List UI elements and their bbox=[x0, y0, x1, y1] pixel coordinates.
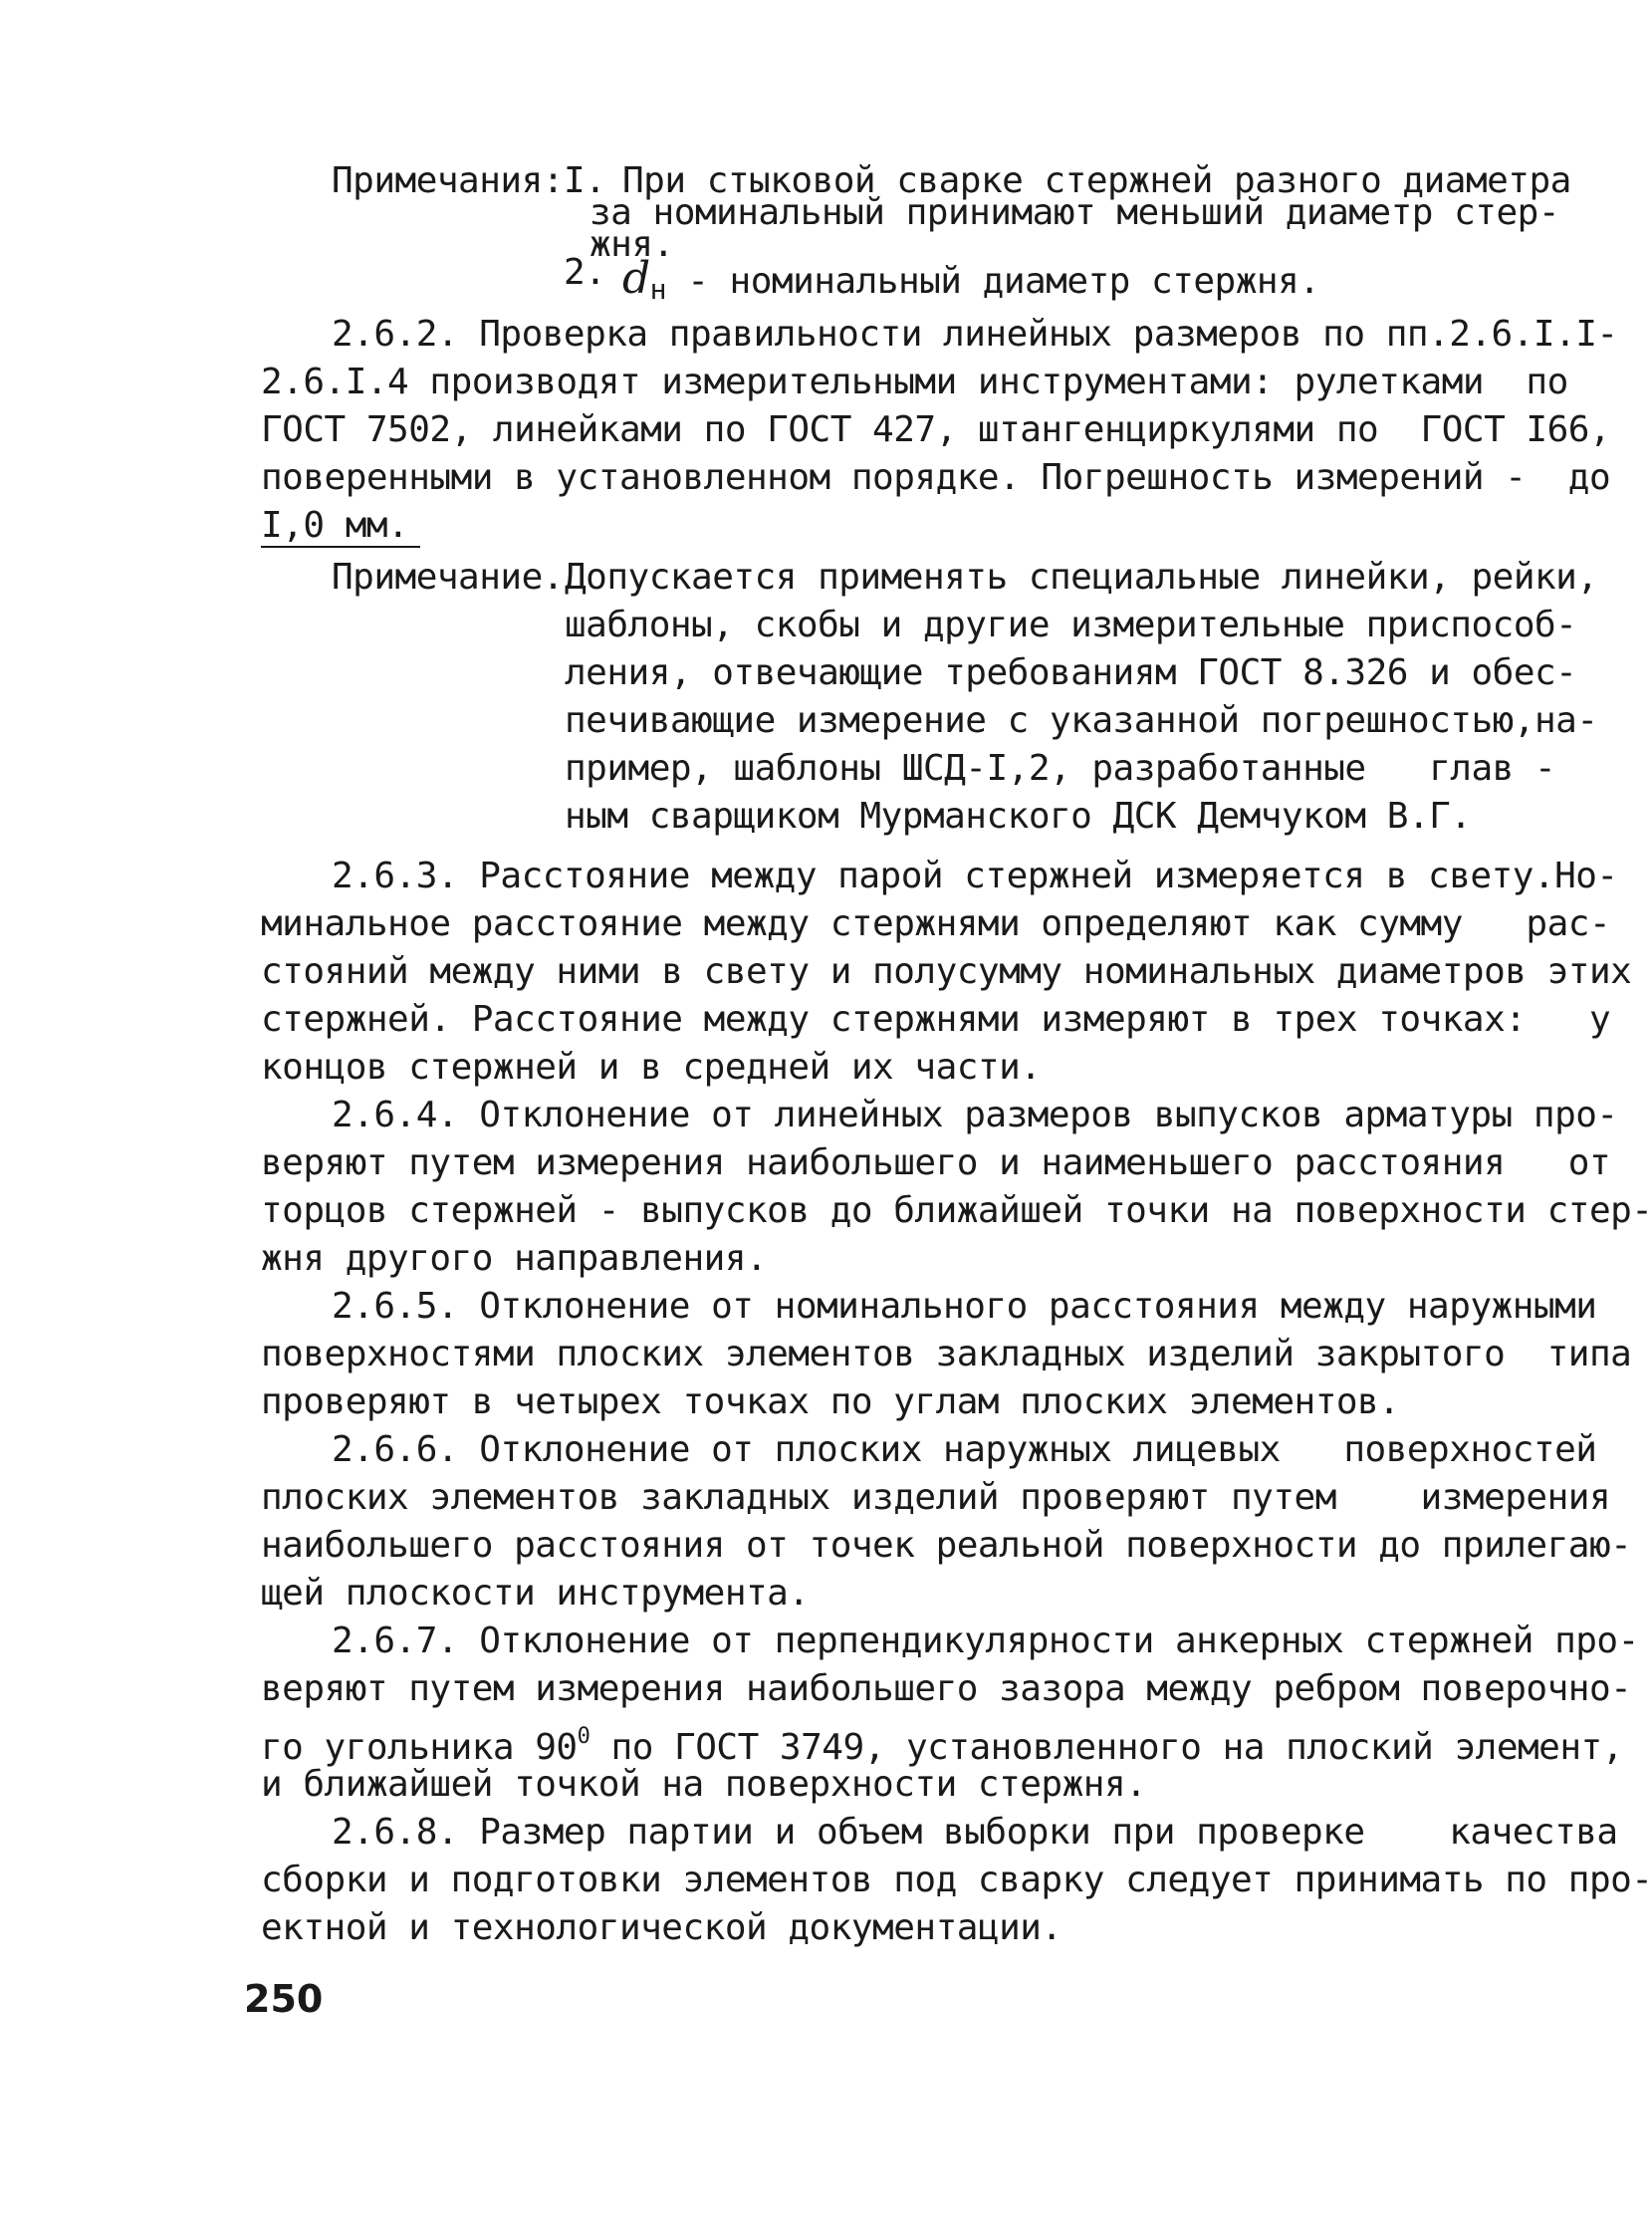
note-line: пример, шаблоны ШСД-I,2, разработанные глав - bbox=[565, 748, 1556, 789]
paragraph-line: ектной и технологической документации. bbox=[261, 1907, 1062, 1948]
paragraph-line: и ближайшей точкой на поверхности стержня. bbox=[261, 1764, 1147, 1805]
paragraph-line: проверяют в четырех точках по углам плоских элементов. bbox=[261, 1381, 1400, 1422]
notes-label: Примечания: bbox=[332, 160, 564, 201]
paragraph-line: поверхностями плоских элементов закладных изделий закрытого типа bbox=[261, 1334, 1632, 1374]
paragraph-line: 2.6.2. Проверка правильности линейных размеров по пп.2.6.I.I- bbox=[332, 314, 1618, 355]
paragraph-line: щей плоскости инструмента. bbox=[261, 1573, 810, 1614]
paragraph-line: 2.6.7. Отклонение от перпендикулярности анкерных стержней про- bbox=[332, 1620, 1639, 1661]
paragraph-line: концов стержней и в средней их части. bbox=[261, 1047, 1042, 1088]
paragraph-line: веряют путем измерения наибольшего и наименьшего расстояния от bbox=[261, 1142, 1611, 1183]
paragraph-line bbox=[261, 1715, 1623, 1770]
note-item-1-line: При стыковой сварке стержней разного диаметра bbox=[622, 160, 1571, 201]
paragraph-line: ГОСТ 7502, линейками по ГОСТ 427, штангенциркулями по ГОСТ I66, bbox=[261, 409, 1611, 450]
note-line: ным сварщиком Мурманского ДСК Демчуком В.Г. bbox=[565, 796, 1472, 837]
note-item-1-line: за номинальный принимают меньший диаметр стер- bbox=[590, 192, 1559, 233]
paragraph-line: жня другого направления. bbox=[261, 1238, 768, 1279]
diameter-subscript: н bbox=[649, 273, 667, 306]
paragraph-line: 2.6.5. Отклонение от номинального расстояния между наружными bbox=[332, 1286, 1597, 1327]
paragraph-line: 2.6.8. Размер партии и объем выборки при проверке качества bbox=[332, 1812, 1618, 1853]
note-item-2-number: 2. bbox=[564, 252, 606, 293]
paragraph-line: I,0 мм. bbox=[261, 505, 409, 546]
paragraph-line: 2.6.I.4 производят измерительными инструментами: рулетками по bbox=[261, 362, 1568, 402]
diameter-symbol: d bbox=[622, 253, 650, 304]
paragraph-line: торцов стержней - выпусков до ближайшей точки на поверхности стер- bbox=[261, 1190, 1652, 1231]
note-line: печивающие измерение с указанной погрешностью,на- bbox=[565, 700, 1598, 741]
paragraph-line: поверенными в установленном порядке. Погрешность измерений - до bbox=[261, 457, 1611, 498]
degree-superscript: 0 bbox=[577, 1724, 590, 1749]
text-run: по ГОСТ 3749, установленного на плоский элемент, bbox=[590, 1727, 1623, 1768]
note-line: Допускается применять специальные линейки, рейки, bbox=[565, 557, 1598, 598]
note-item-2-text: - номинальный диаметр стержня. bbox=[666, 261, 1320, 302]
text-run: го угольника 90 bbox=[261, 1727, 578, 1768]
note-item-1-number: I. bbox=[564, 160, 606, 201]
note-line: шаблоны, скобы и другие измерительные приспособ- bbox=[565, 605, 1577, 645]
page-number: 250 bbox=[244, 1977, 324, 2021]
note-label: Примечание. bbox=[332, 557, 564, 598]
underline-rule bbox=[261, 546, 420, 548]
note-item-1-line: жня. bbox=[590, 224, 674, 265]
paragraph-line: плоских элементов закладных изделий проверяют путем измерения bbox=[261, 1477, 1611, 1518]
paragraph-line: минальное расстояние между стержнями определяют как сумму рас- bbox=[261, 903, 1611, 944]
paragraph-line: стояний между ними в свету и полусумму номинальных диаметров этих bbox=[261, 951, 1632, 992]
paragraph-line: стержней. Расстояние между стержнями измеряют в трех точках: у bbox=[261, 999, 1611, 1040]
paragraph-line: веряют путем измерения наибольшего зазора между ребром поверочно- bbox=[261, 1668, 1632, 1709]
paragraph-line: 2.6.3. Расстояние между парой стержней измеряется в свету.Но- bbox=[332, 856, 1618, 896]
paragraph-line: сборки и подготовки элементов под сварку следует принимать по про- bbox=[261, 1860, 1652, 1900]
paragraph-line: 2.6.4. Отклонение от линейных размеров выпусков арматуры про- bbox=[332, 1095, 1618, 1135]
note-item-2 bbox=[622, 253, 1320, 312]
paragraph-line: наибольшего расстояния от точек реальной поверхности до прилегаю- bbox=[261, 1525, 1632, 1566]
paragraph-line: 2.6.6. Отклонение от плоских наружных лицевых поверхностей bbox=[332, 1429, 1597, 1470]
note-line: ления, отвечающие требованиям ГОСТ 8.326 и обес- bbox=[565, 652, 1577, 693]
